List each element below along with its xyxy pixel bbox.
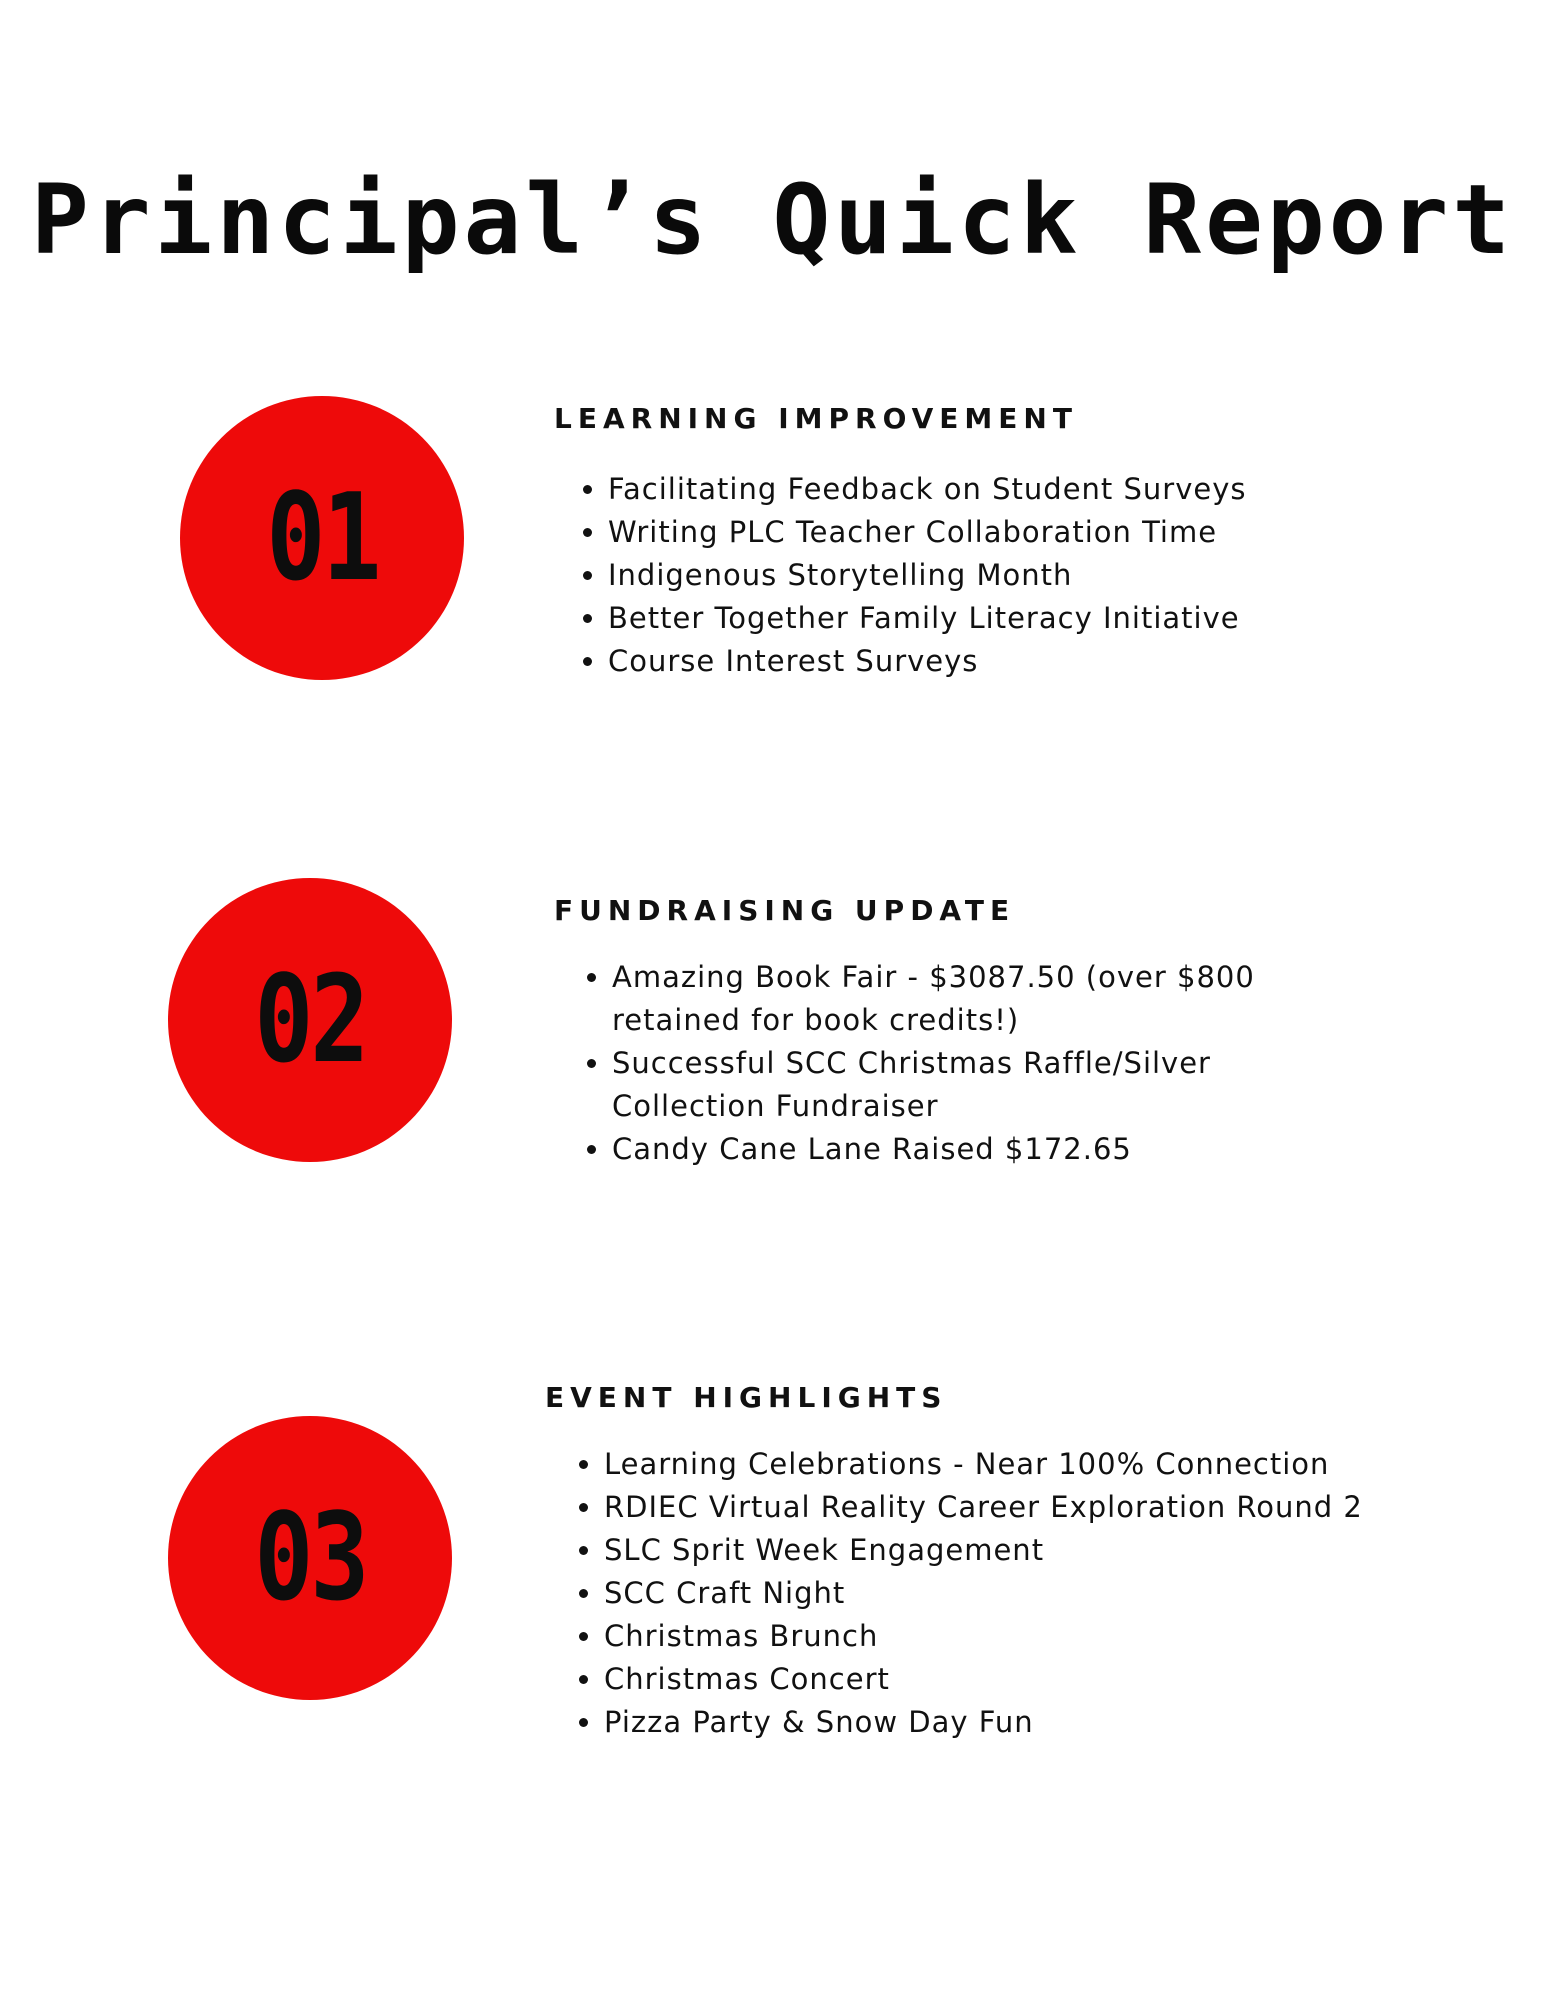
section-list (578, 956, 1372, 1171)
section-heading: EVENT HIGHLIGHTS (545, 1381, 948, 1414)
list-item: • Successful SCC Christmas Raffle/Silver Collection Fundraiser (612, 1042, 1372, 1128)
list-item: • Indigenous Storytelling Month (608, 554, 1508, 597)
section-number-circle (180, 396, 464, 680)
list-item: • RDIEC Virtual Reality Career Exploration Round 2 (604, 1486, 1424, 1529)
page-title: Principal’s Quick Report (30, 164, 1515, 276)
section-heading: FUNDRAISING UPDATE (554, 894, 1016, 927)
list-item: • SLC Sprit Week Engagement (604, 1529, 1424, 1572)
section-number: 03 (254, 1488, 366, 1628)
list-item: • Amazing Book Fair - $3087.50 (over $800 retained for book credits!) (612, 956, 1372, 1042)
section-number: 01 (266, 468, 378, 608)
list-item: • SCC Craft Night (604, 1572, 1424, 1615)
section-list (570, 1443, 1424, 1744)
list-item: • Christmas Concert (604, 1658, 1424, 1701)
list-item: • Facilitating Feedback on Student Surveys (608, 468, 1508, 511)
section-list (574, 468, 1508, 683)
list-item: • Candy Cane Lane Raised $172.65 (612, 1128, 1372, 1171)
section-number: 02 (254, 950, 366, 1090)
section-heading: LEARNING IMPROVEMENT (554, 402, 1078, 435)
section-number-circle (168, 878, 452, 1162)
list-item: • Writing PLC Teacher Collaboration Time (608, 511, 1508, 554)
list-item: • Pizza Party & Snow Day Fun (604, 1701, 1424, 1744)
list-item: • Course Interest Surveys (608, 640, 1508, 683)
list-item: • Better Together Family Literacy Initiative (608, 597, 1508, 640)
list-item: • Learning Celebrations - Near 100% Connection (604, 1443, 1424, 1486)
list-item: • Christmas Brunch (604, 1615, 1424, 1658)
section-number-circle (168, 1416, 452, 1700)
